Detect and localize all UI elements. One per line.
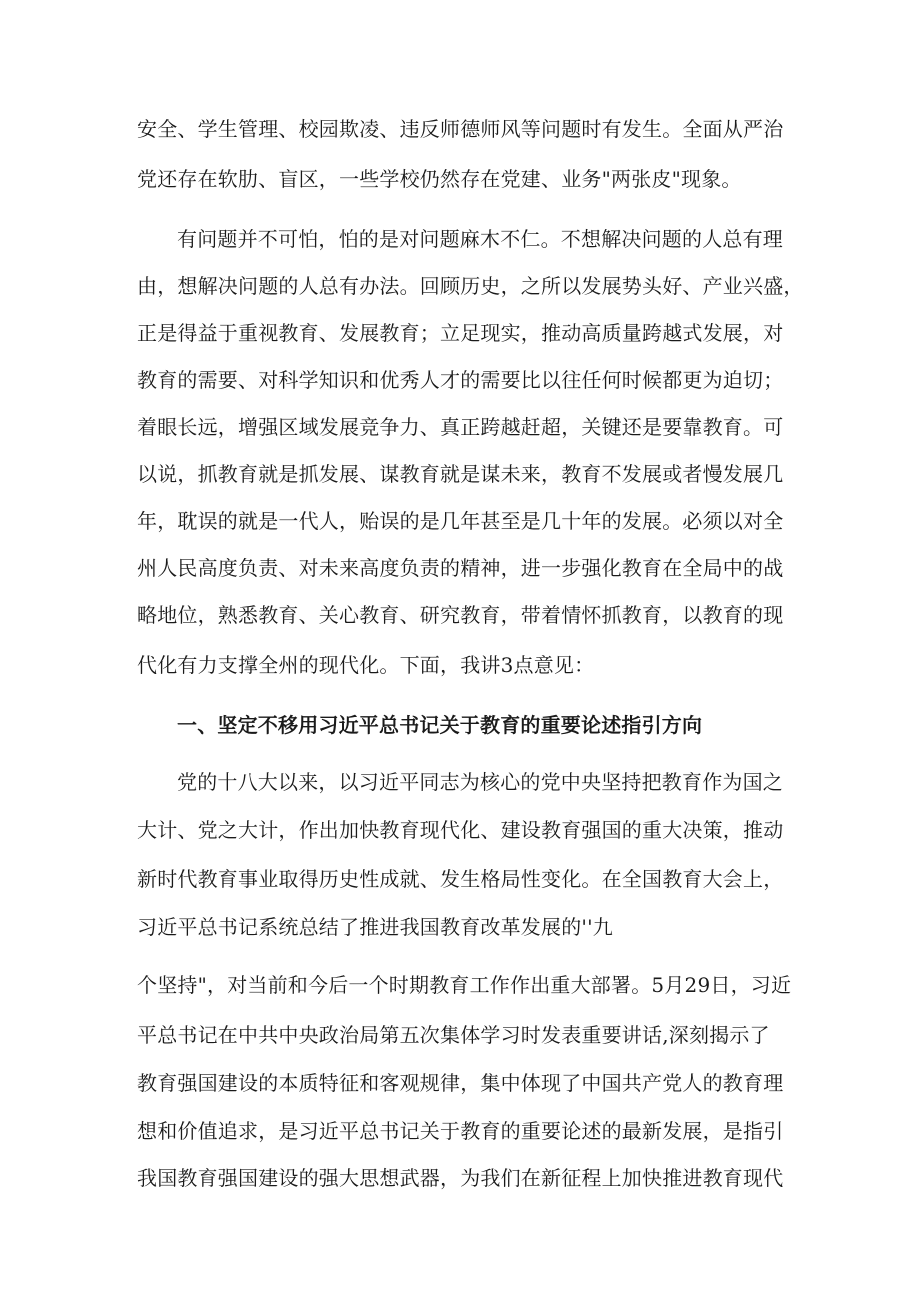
para2-line-7: 年，耽误的就是一代人，贻误的是几年甚至是几十年的发展。必须以对全 (137, 509, 784, 533)
para2-line-9: 略地位，熟悉教育、关心教育、研究教育，带着情怀抓教育，以教育的现 (137, 603, 784, 627)
para3-line-1: 党的十八大以来，以习近平同志为核心的党中央坚持把教育作为国之 (177, 770, 783, 794)
para3-line-2: 大计、党之大计，作出加快教育现代化、建设教育强国的重大决策，推动 (137, 818, 784, 842)
para3-line-4: 习近平总书记系统总结了推进我国教育改革发展的''九 (137, 915, 613, 939)
para2-line-6: 以说，抓教育就是抓发展、谋教育就是谋未来，教育不发展或者慢发展几 (137, 462, 784, 486)
para4-line-3: 教育强国建设的本质特征和客观规律，集中体现了中国共产党人的教育理 (137, 1071, 784, 1095)
para2-line-5: 着眼长远，增强区域发展竞争力、真正跨越赶超，关键还是要靠教育。可 (137, 415, 784, 439)
para2-line-3: 正是得益于重视教育、发展教育；立足现实，推动高质量跨越式发展，对 (137, 321, 784, 345)
para2-line-10: 代化有力支撑全州的现代化。下面，我讲3点意见： (137, 653, 595, 677)
para1-line-2: 党还存在软肋、盲区，一些学校仍然存在党建、业务"两张皮"现象。 (137, 167, 742, 191)
para2-line-2: 由，想解决问题的人总有办法。回顾历史，之所以发展势头好、产业兴盛， (137, 274, 804, 298)
para4-line-1: 个坚持"，对当前和今后一个时期教育工作作出重大部署。5月29日，习近 (137, 973, 792, 997)
para2-line-8: 州人民高度负责、对未来高度负责的精神，进一步强化教育在全局中的战 (137, 556, 784, 580)
para4-line-5: 我国教育强国建设的强大思想武器，为我们在新征程上加快推进教育现代 (137, 1166, 784, 1190)
para2-line-1: 有问题并不可怕，怕的是对问题麻木不仁。不想解决问题的人总有理 (177, 227, 783, 251)
para2-line-4: 教育的需要、对科学知识和优秀人才的需要比以往任何时候都更为迫切； (137, 368, 784, 392)
section-heading-1: 一、坚定不移用习近平总书记关于教育的重要论述指引方向 (177, 713, 703, 737)
para3-line-3: 新时代教育事业取得历史性成就、发生格局性变化。在全国教育大会上， (137, 867, 784, 891)
para4-line-2: 平总书记在中共中央政治局第五次集体学习时发表重要讲话,深刻揭示了 (137, 1023, 770, 1047)
para1-line-1: 安全、学生管理、校园欺凌、违反师德师风等问题时有发生。全面从严治 (137, 117, 784, 141)
para4-line-4: 想和价值追求，是习近平总书记关于教育的重要论述的最新发展，是指引 (137, 1119, 784, 1143)
